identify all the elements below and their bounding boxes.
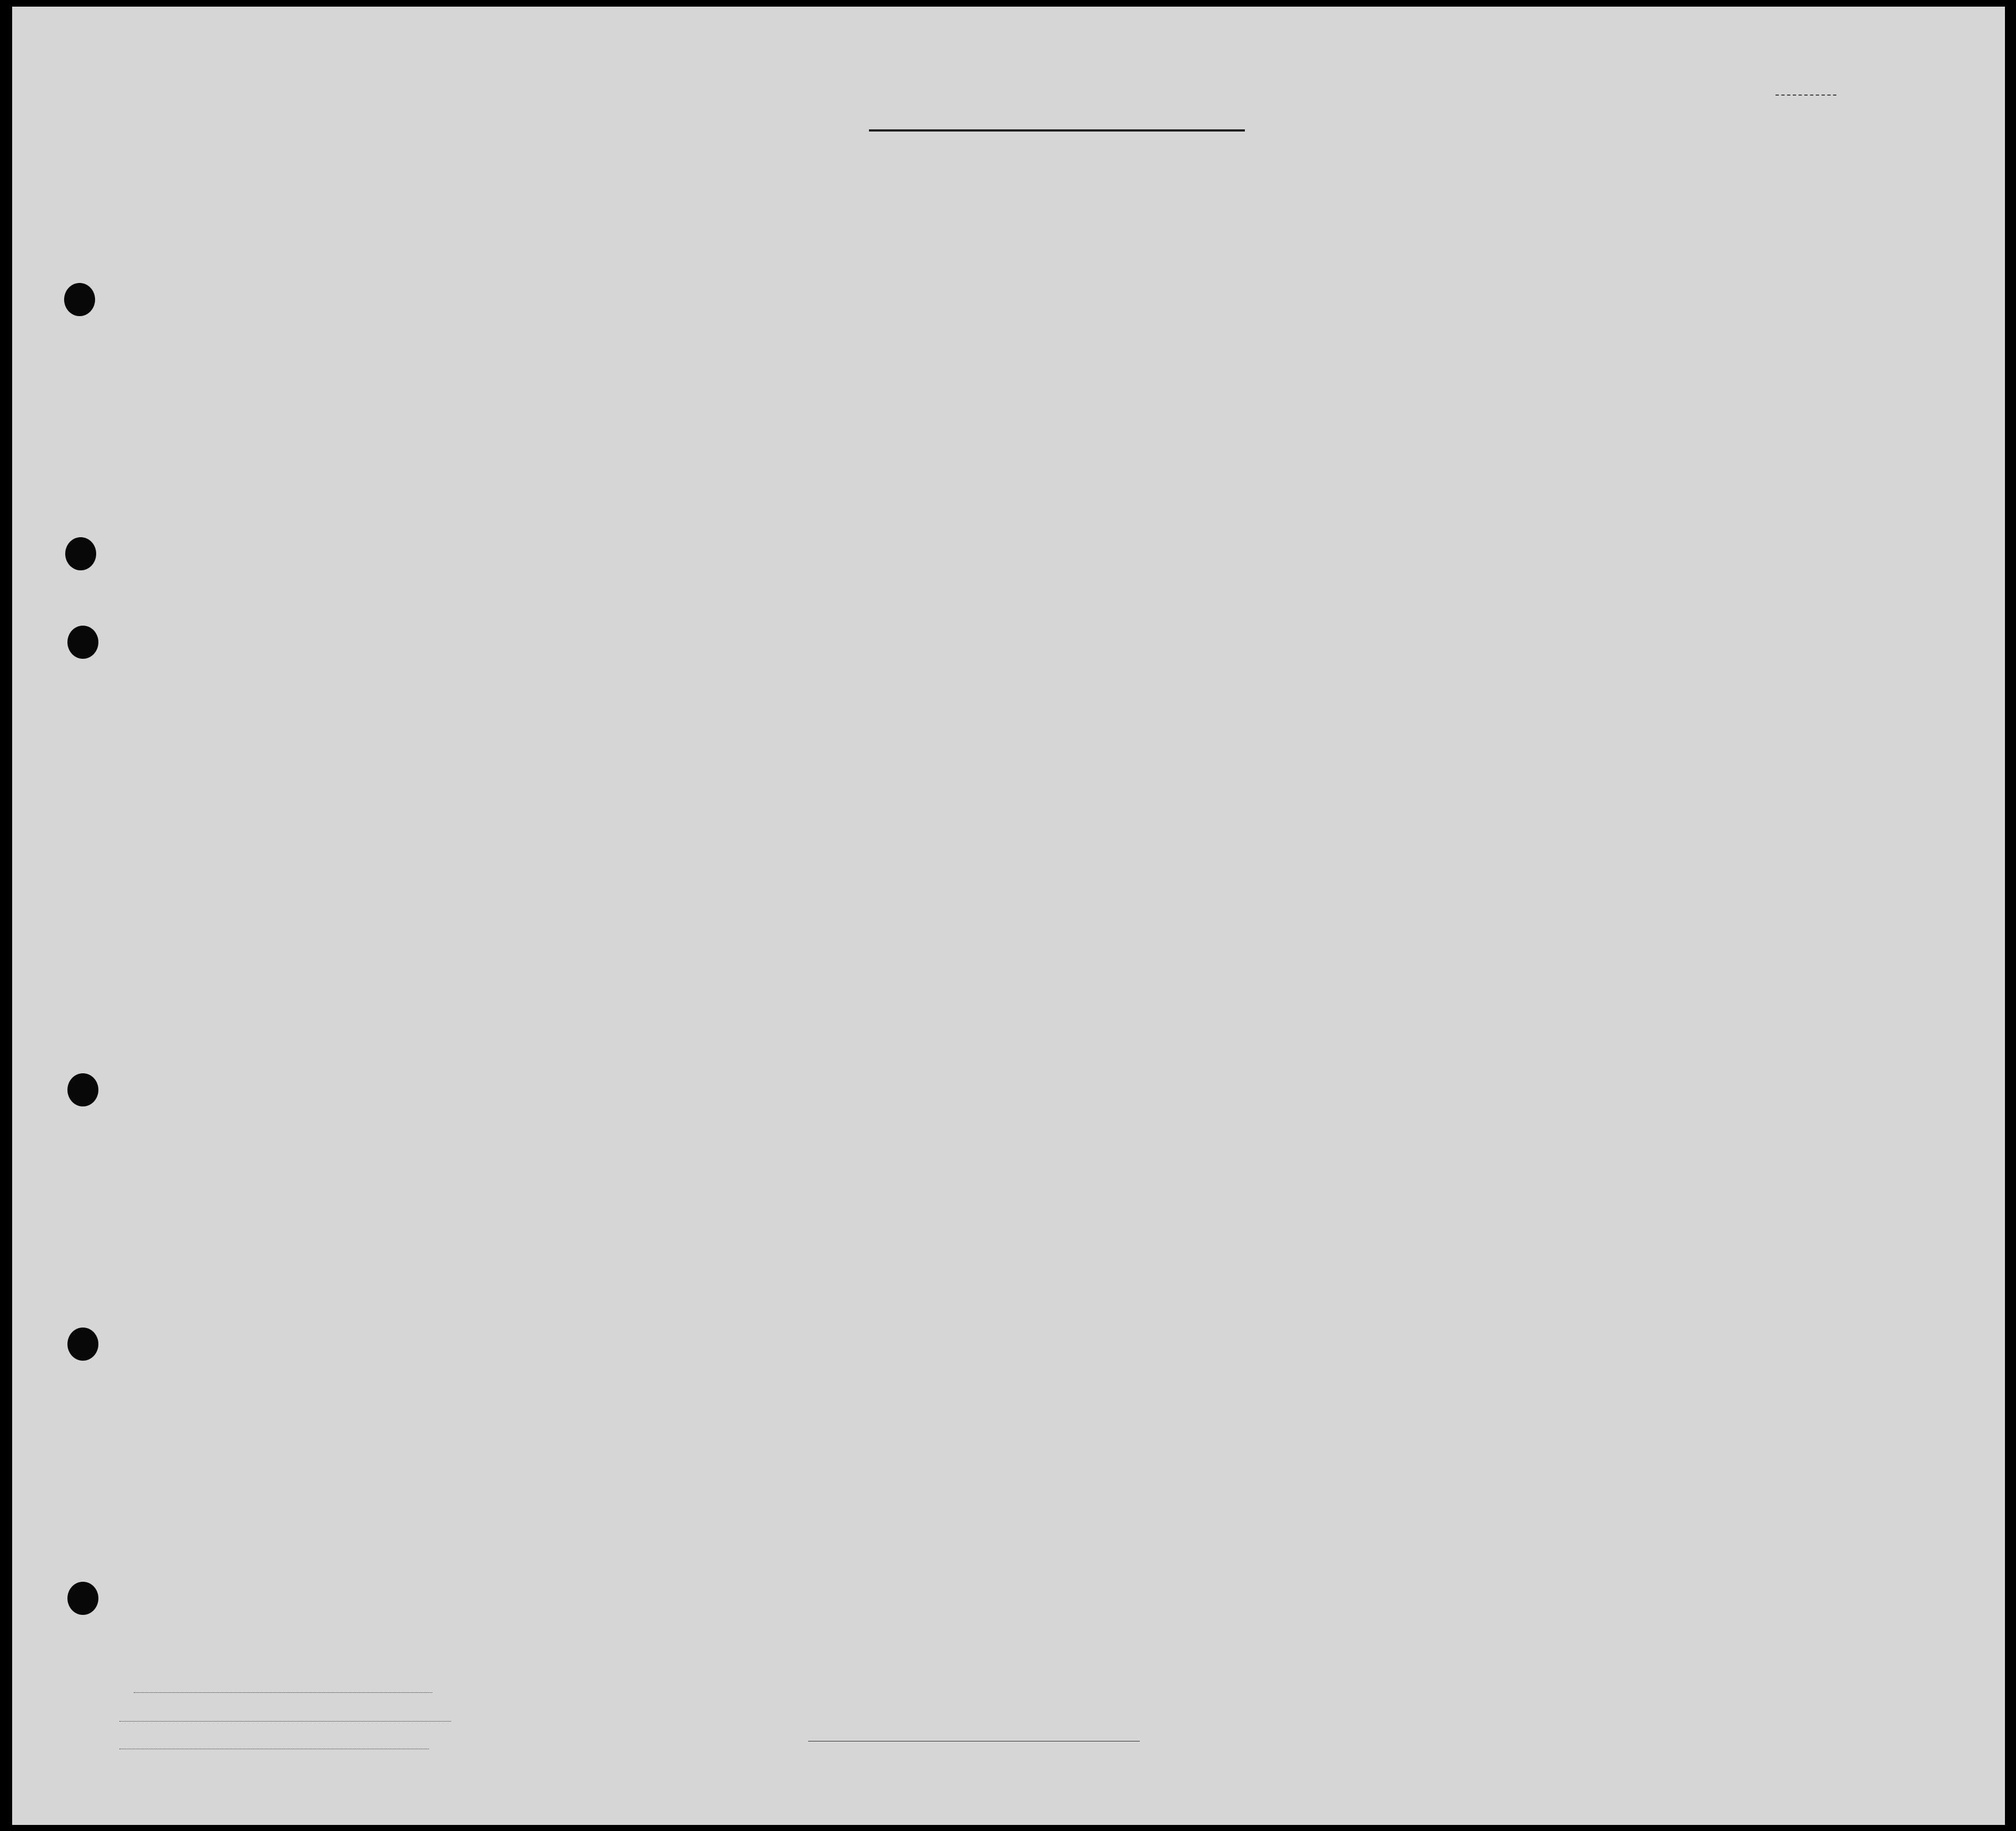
title-underline — [869, 129, 1245, 132]
punch-hole — [67, 1582, 98, 1615]
owners-value — [119, 1721, 451, 1722]
punch-hole — [67, 1328, 98, 1361]
footer-line-field — [112, 1684, 432, 1696]
line-value — [134, 1692, 432, 1693]
punch-hole — [65, 537, 96, 570]
punch-hole — [67, 626, 98, 659]
sheet-number-block — [1776, 83, 1836, 99]
footer-owners-field — [112, 1713, 451, 1725]
punch-hole — [67, 1073, 98, 1106]
vessel-line — [56, 212, 1947, 245]
manifest-sheet — [12, 7, 2005, 1825]
form-grid — [12, 7, 2005, 1825]
sheet-number — [1776, 95, 1836, 96]
punch-hole — [64, 283, 95, 316]
footer-agents-field — [112, 1740, 429, 1753]
